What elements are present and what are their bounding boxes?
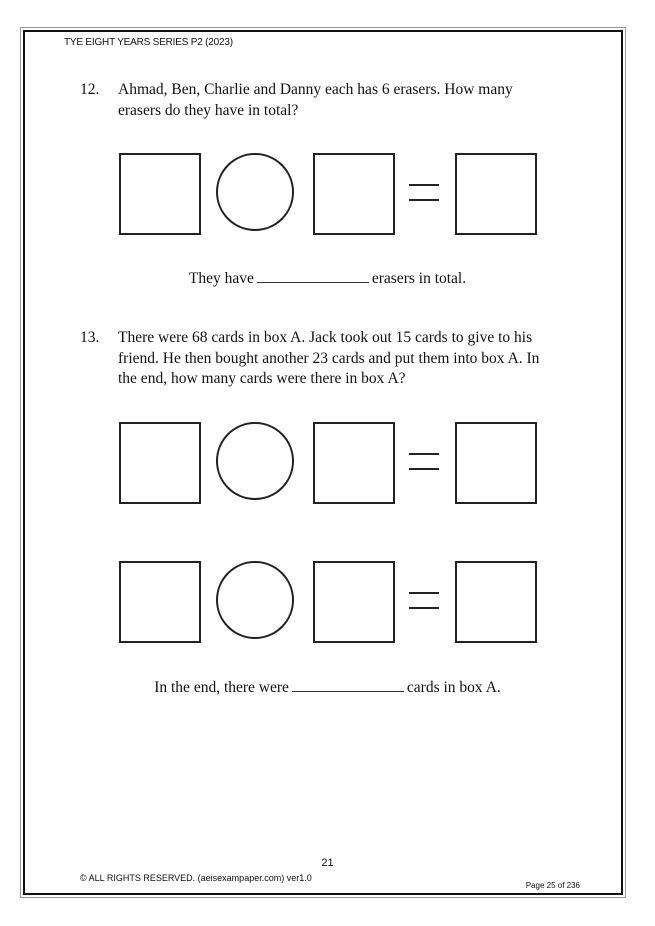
- page-number: 21: [321, 857, 334, 869]
- operator-circle[interactable]: [216, 561, 294, 639]
- question-13: [80, 328, 550, 390]
- question-number: 13.: [80, 329, 100, 346]
- answer-box[interactable]: [119, 561, 201, 643]
- question-text: Ahmad, Ben, Charlie and Danny each has 6 erasers. How many erasers do they have in total?: [118, 81, 513, 119]
- operator-circle[interactable]: [216, 422, 294, 500]
- operator-circle[interactable]: [216, 153, 294, 231]
- answer-prefix: They have: [188, 270, 254, 287]
- equals-sign-icon: [409, 453, 439, 470]
- answer-suffix: cards in box A.: [406, 679, 501, 696]
- answer-blank[interactable]: [257, 268, 369, 283]
- equation-row: [119, 153, 536, 235]
- equals-sign-icon: [409, 184, 439, 201]
- question-12: [80, 80, 550, 121]
- answer-box[interactable]: [313, 561, 395, 643]
- answer-box[interactable]: [119, 153, 201, 235]
- equation-row: [119, 561, 536, 643]
- answer-sentence: [0, 677, 655, 697]
- series-header: TYE EIGHT YEARS SERIES P2 (2023): [64, 37, 233, 48]
- answer-box[interactable]: [313, 153, 395, 235]
- question-number: 12.: [80, 81, 100, 98]
- page-of-count: Page 25 of 236: [525, 881, 580, 890]
- answer-box[interactable]: [455, 422, 537, 504]
- answer-box[interactable]: [455, 561, 537, 643]
- answer-blank[interactable]: [292, 677, 404, 692]
- equation-row: [119, 422, 536, 504]
- copyright-notice: © ALL RIGHTS RESERVED. (aeisexampaper.com) ver1.0: [80, 873, 312, 883]
- question-text: There were 68 cards in box A. Jack took out 15 cards to give to his friend. He then bought another 23 cards and put them into box A. In the end, how many cards were there in box A?: [118, 329, 540, 387]
- answer-box[interactable]: [455, 153, 537, 235]
- answer-sentence: [0, 268, 655, 288]
- answer-box[interactable]: [119, 422, 201, 504]
- equals-sign-icon: [409, 592, 439, 609]
- answer-box[interactable]: [313, 422, 395, 504]
- answer-suffix: erasers in total.: [371, 270, 467, 287]
- answer-prefix: In the end, there were: [154, 679, 289, 696]
